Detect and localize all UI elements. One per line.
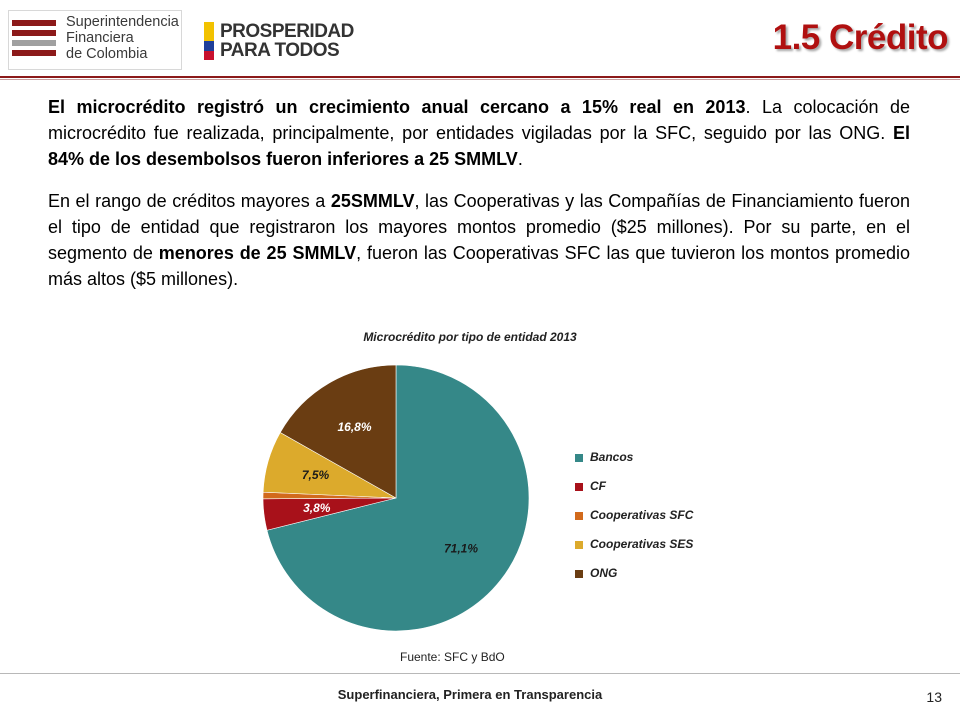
p2-text-3: , fueron las Cooperativas SFC las que tuvieron los montos promedio más altos ($5 millones).	[48, 243, 910, 289]
page-number: 13	[926, 689, 942, 705]
slogan	[220, 22, 354, 60]
chart-title: Microcrédito por tipo de entidad 2013	[363, 330, 577, 344]
org-line-1: Superintendencia	[66, 14, 179, 30]
prosperidad-logo	[204, 21, 354, 61]
legend-label: Bancos	[590, 450, 634, 464]
header-divider-thin	[0, 79, 960, 80]
legend-swatch	[575, 483, 583, 491]
sfc-logo	[8, 10, 178, 66]
data-label-ong: 16,8%	[337, 419, 372, 434]
data-label-bancos: 71,1%	[443, 541, 479, 556]
data-label-cooperativas-ses: 7,5%	[301, 467, 330, 482]
org-line-3: de Colombia	[66, 46, 148, 62]
slide-title: 1.5 Crédito	[772, 18, 948, 57]
org-line-2: Financiera	[66, 30, 134, 46]
p2-highlight-1: 25SMMLV	[330, 191, 415, 211]
source-note: Fuente: SFC y BdO	[400, 650, 505, 664]
legend-label: Cooperativas SES	[590, 537, 694, 551]
header-divider	[0, 76, 960, 78]
flag-bar-icon	[204, 22, 214, 60]
p2-text-2: , las Cooperativas y las Compañías de Financiamiento fueron el tipo de entidad que registraron los mayores montos promedio ($25 millones). Por su parte, en el segmento de	[48, 191, 910, 263]
legend-swatch	[575, 541, 583, 549]
footer-divider	[0, 673, 960, 674]
body-text	[48, 94, 910, 308]
chart-title-wrap	[0, 330, 940, 344]
legend-swatch	[575, 570, 583, 578]
p1-highlight-1: El microcrédito registró un crecimiento anual cercano a 15% real en 2013	[48, 97, 746, 117]
legend-label: ONG	[590, 566, 618, 580]
slide-header	[0, 0, 960, 80]
paragraph-2	[48, 188, 910, 292]
p1-highlight-2: El 84% de los desembolsos fueron inferiores a 25 SMMLV	[48, 123, 910, 169]
slogan-line-1: PROSPERIDAD	[220, 21, 354, 42]
legend-label: Cooperativas SFC	[590, 508, 694, 522]
pie-chart	[250, 355, 550, 635]
sfc-name	[66, 14, 179, 62]
data-label-cf: 3,8%	[303, 501, 331, 515]
p1-text-2: .	[517, 149, 523, 169]
p2-highlight-2: menores de 25 SMMLV	[158, 243, 357, 263]
legend-swatch	[575, 512, 583, 520]
slogan-line-2: PARA TODOS	[220, 40, 340, 61]
paragraph-1	[48, 94, 910, 172]
p2-text-1: En el rango de créditos mayores a	[48, 191, 331, 211]
legend-label: CF	[590, 479, 606, 493]
legend-swatch	[575, 454, 583, 462]
p1-text-1: . La colocación de microcrédito fue realizada, principalmente, por entidades vigiladas por la SFC, seguido por las ONG.	[48, 97, 910, 143]
footer-tagline: Superfinanciera, Primera en Transparencia	[337, 687, 603, 702]
sfc-emblem-icon	[8, 14, 60, 62]
